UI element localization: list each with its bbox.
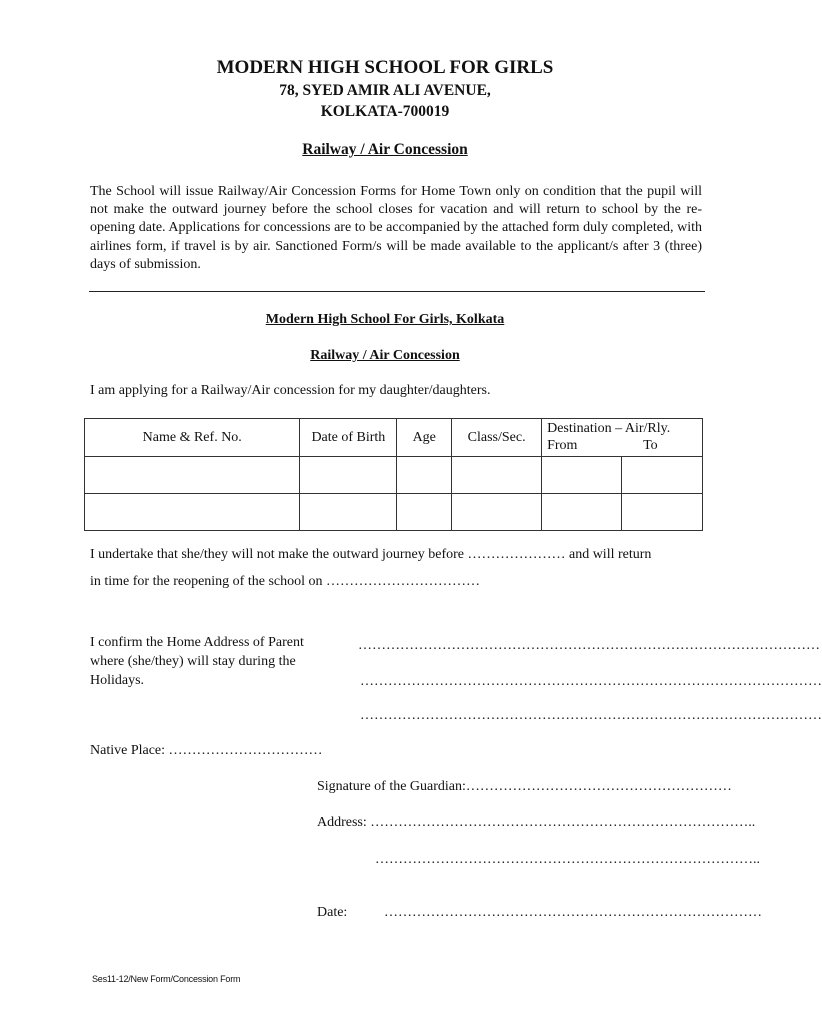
applying-statement: I am applying for a Railway/Air concession for my daughter/daughters. (90, 383, 491, 398)
confirm-line-1: I confirm the Home Address of Parent (90, 635, 304, 650)
form-title (0, 312, 770, 328)
home-address-dots-3[interactable]: ……………………………………………………………………………………… (360, 708, 822, 723)
form-title-text: Modern High School For Girls, Kolkata (265, 312, 505, 327)
cell-to[interactable] (622, 494, 703, 531)
header-destination (542, 419, 703, 457)
undertake-line-1: I undertake that she/they will not make the outward journey before ………………… and will return (90, 547, 652, 562)
cell-to[interactable] (622, 457, 703, 494)
cell-from[interactable] (542, 457, 622, 494)
home-address-dots-1[interactable]: ……………………………………………………………………………………… (358, 638, 820, 653)
guardian-address-field[interactable]: Address: ……………………………………………………………………….. (317, 815, 756, 830)
native-place-field[interactable]: Native Place: …………………………… (90, 743, 323, 758)
header-class: Class/Sec. (452, 419, 542, 457)
table-row (85, 457, 703, 494)
notice-title-text: Railway / Air Concession (302, 141, 468, 158)
guardian-address-line-2[interactable]: ……………………………………………………………………….. (375, 852, 760, 867)
cell-age[interactable] (397, 457, 452, 494)
cell-name[interactable] (85, 457, 300, 494)
cell-dob[interactable] (300, 494, 397, 531)
table-header-row (85, 419, 703, 457)
confirm-line-2: where (she/they) will stay during the (90, 654, 296, 669)
cell-age[interactable] (397, 494, 452, 531)
cell-class[interactable] (452, 457, 542, 494)
header-dob: Date of Birth (300, 419, 397, 457)
undertake-line-2: in time for the reopening of the school on …………………………… (90, 574, 480, 589)
address-line-1: 78, SYED AMIR ALI AVENUE, (279, 82, 491, 99)
destination-from: From (547, 438, 578, 453)
confirm-line-3: Holidays. (90, 673, 145, 688)
cell-dob[interactable] (300, 457, 397, 494)
concession-table (84, 418, 703, 531)
guardian-signature-field[interactable]: Signature of the Guardian:………………………………………………… (317, 779, 732, 794)
header-name: Name & Ref. No. (85, 419, 300, 457)
date-field[interactable]: ……………………………………………………………………… (384, 905, 762, 920)
divider (89, 291, 705, 292)
intro-paragraph: The School will issue Railway/Air Concession Forms for Home Town only on condition that the pupil will not make the outward journey before the school closes for vacation and will return to school by the re-opening date. Applications for concessions are to be accompanied by the attached form duly completed, with airlines form, if travel is by air. Sanctioned Form/s will be made available to the applicant/s after 3 (three) days of submission. (90, 184, 702, 272)
header-age: Age (397, 419, 452, 457)
form-subtitle (0, 348, 770, 364)
destination-label: Destination – Air/Rly. (547, 421, 671, 436)
home-address-dots-2[interactable]: ……………………………………………………………………………………… (360, 674, 822, 689)
form-subtitle-text: Railway / Air Concession (310, 348, 460, 363)
cell-class[interactable] (452, 494, 542, 531)
address-line-2: KOLKATA-700019 (320, 103, 450, 120)
cell-from[interactable] (542, 494, 622, 531)
footer-reference: Ses11-12/New Form/Concession Form (92, 974, 241, 984)
school-name: MODERN HIGH SCHOOL FOR GIRLS (216, 57, 554, 78)
destination-to: To (643, 438, 658, 453)
date-label: Date: (317, 905, 348, 920)
notice-title (0, 141, 770, 159)
table-row (85, 494, 703, 531)
cell-name[interactable] (85, 494, 300, 531)
